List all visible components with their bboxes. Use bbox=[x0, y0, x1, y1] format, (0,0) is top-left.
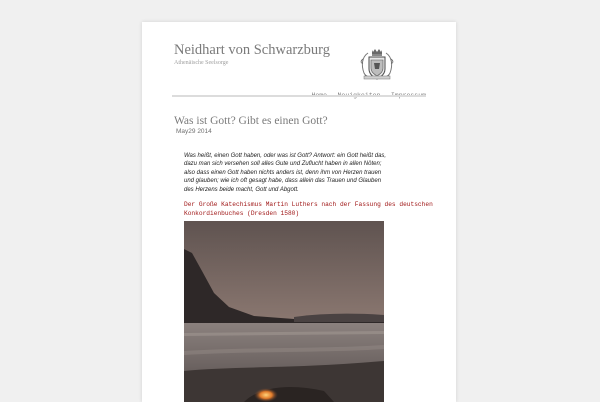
source-link[interactable] bbox=[184, 200, 432, 218]
source-line[interactable]: Konkordienbuches (Dresden 1580) bbox=[184, 210, 300, 217]
quote-line: und glauben; wie ich oft gesagt habe, dass allein das Trauen und Glauben bbox=[184, 178, 382, 185]
site-title[interactable]: Neidhart von Schwarzburg bbox=[174, 42, 330, 58]
site-tagline: Athenäische Seelsorge bbox=[174, 60, 229, 66]
main-nav bbox=[142, 84, 426, 94]
post-title[interactable]: Was ist Gott? Gibt es einen Gott? bbox=[174, 115, 328, 127]
post-date: May29 2014 bbox=[176, 128, 212, 135]
page-container bbox=[142, 22, 456, 402]
quote-line: des Herzens beide macht, Gott und Abgott. bbox=[184, 186, 299, 193]
coat-of-arms-icon bbox=[358, 49, 396, 81]
post-quote bbox=[184, 152, 406, 194]
quote-line: Was heißt, einen Gott haben, oder was ist Gott? Antwort: ein Gott heißt das, bbox=[184, 153, 387, 159]
landscape-photo-icon bbox=[184, 221, 384, 402]
source-line[interactable]: Der Große Katechismus Martin Luthers nach der Fassung des deutschen bbox=[184, 201, 433, 208]
quote-line: dazu man sich versehen soll alles Gute und Zuflucht haben in allen Nöten; bbox=[184, 161, 382, 168]
quote-line: also dass einen Gott haben nichts anders ist, denn ihm von Herzen trauen bbox=[184, 169, 382, 176]
nav-divider bbox=[172, 95, 426, 97]
